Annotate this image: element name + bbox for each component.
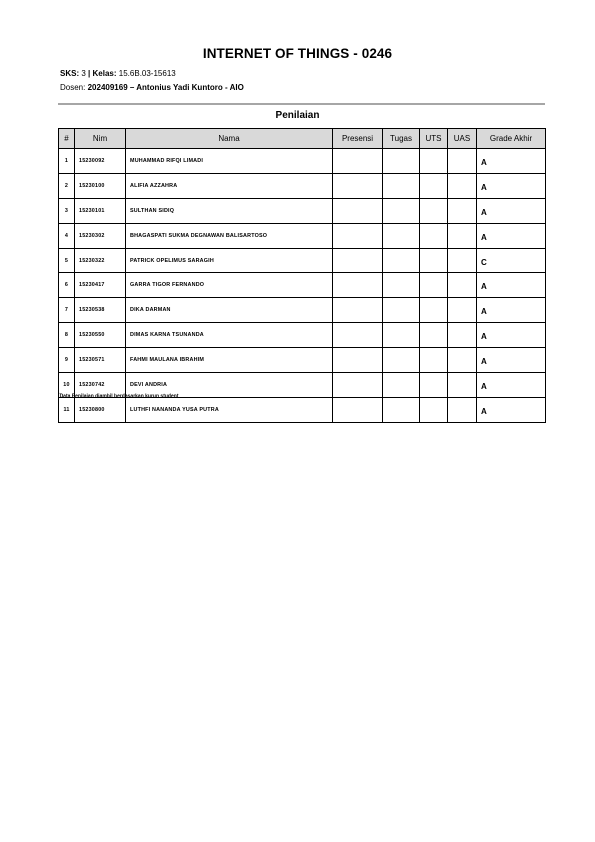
section-title: Penilaian: [275, 110, 320, 121]
cell-uas: [448, 397, 477, 422]
col-grade-akhir-header: Grade Akhir: [477, 129, 546, 149]
cell-presensi: [333, 223, 383, 248]
cell-nama: ALIFIA AZZAHRA: [126, 173, 333, 198]
cell-uts: [420, 223, 448, 248]
cell-grade: A: [477, 198, 546, 223]
table-row: [59, 173, 546, 198]
cell-uas: [448, 323, 477, 348]
sks-value: 3: [81, 69, 86, 78]
table-row: [59, 348, 546, 373]
cell-tugas: [383, 273, 420, 298]
cell-uts: [420, 298, 448, 323]
cell-tugas: [383, 248, 420, 273]
cell-grade: A: [477, 323, 546, 348]
cell-uas: [448, 298, 477, 323]
cell-presensi: [333, 273, 383, 298]
header-divider: [58, 103, 545, 105]
cell-grade: A: [477, 149, 546, 174]
cell-nama: BHAGASPATI SUKMA DEGNAWAN BALISARTOSO: [126, 223, 333, 248]
cell-uas: [448, 273, 477, 298]
cell-uts: [420, 323, 448, 348]
cell-nim: 15230322: [75, 248, 126, 273]
table-row: [59, 248, 546, 273]
cell-uts: [420, 348, 448, 373]
cell-presensi: [333, 149, 383, 174]
grades-table: [58, 128, 546, 423]
cell-grade: A: [477, 348, 546, 373]
kelas-label: Kelas:: [92, 69, 117, 78]
cell-no: 1: [59, 149, 75, 174]
cell-uts: [420, 248, 448, 273]
cell-nim: 15230302: [75, 223, 126, 248]
cell-presensi: [333, 348, 383, 373]
cell-nama: FAHMI MAULANA IBRAHIM: [126, 348, 333, 373]
footnote-marker: *: [58, 391, 60, 396]
cell-tugas: [383, 397, 420, 422]
cell-uts: [420, 397, 448, 422]
cell-grade: C: [477, 248, 546, 273]
cell-nim: 15230742: [75, 373, 126, 398]
cell-uts: [420, 198, 448, 223]
cell-uts: [420, 373, 448, 398]
dosen-label: Dosen:: [60, 83, 86, 92]
cell-uas: [448, 149, 477, 174]
cell-nama: DIKA DARMAN: [126, 298, 333, 323]
cell-nama: PATRICK OPELIMUS SARAGIH: [126, 248, 333, 273]
cell-no: 5: [59, 248, 75, 273]
table-row: [59, 298, 546, 323]
cell-no: 8: [59, 323, 75, 348]
cell-no: 3: [59, 198, 75, 223]
cell-nim: 15230550: [75, 323, 126, 348]
cell-grade: A: [477, 273, 546, 298]
table-body: [59, 149, 546, 423]
footnote: [58, 391, 178, 400]
table-row: [59, 149, 546, 174]
col-uts-header: UTS: [420, 129, 448, 149]
lecturer-info-line: [60, 83, 244, 92]
cell-nim: 15230571: [75, 348, 126, 373]
course-info-line: [60, 69, 176, 78]
col-number-header: #: [59, 129, 75, 149]
col-nim-header: Nim: [75, 129, 126, 149]
cell-nama: DEVI ANDRIA: [126, 373, 333, 398]
sks-label: SKS:: [60, 69, 80, 78]
cell-nama: MUHAMMAD RIFQI LIMADI: [126, 149, 333, 174]
cell-tugas: [383, 173, 420, 198]
cell-uts: [420, 173, 448, 198]
cell-nama: LUTHFI NANANDA YUSA PUTRA: [126, 397, 333, 422]
cell-nim: 15230100: [75, 173, 126, 198]
cell-uas: [448, 198, 477, 223]
cell-presensi: [333, 173, 383, 198]
cell-uts: [420, 273, 448, 298]
cell-nim: 15230800: [75, 397, 126, 422]
cell-uas: [448, 348, 477, 373]
cell-no: 9: [59, 348, 75, 373]
dosen-value: 202409169 – Antonius Yadi Kuntoro - AIO: [87, 83, 244, 92]
cell-presensi: [333, 323, 383, 348]
table-row: [59, 223, 546, 248]
cell-no: 2: [59, 173, 75, 198]
cell-grade: A: [477, 223, 546, 248]
col-nama-header: Nama: [126, 129, 333, 149]
cell-grade: A: [477, 173, 546, 198]
cell-no: 4: [59, 223, 75, 248]
cell-uts: [420, 149, 448, 174]
cell-uas: [448, 173, 477, 198]
cell-nim: 15230092: [75, 149, 126, 174]
cell-presensi: [333, 298, 383, 323]
cell-presensi: [333, 198, 383, 223]
cell-presensi: [333, 373, 383, 398]
cell-nim: 15230417: [75, 273, 126, 298]
cell-tugas: [383, 348, 420, 373]
table-row: [59, 323, 546, 348]
cell-nama: GARRA TIGOR FERNANDO: [126, 273, 333, 298]
col-tugas-header: Tugas: [383, 129, 420, 149]
cell-presensi: [333, 397, 383, 422]
cell-nim: 15230101: [75, 198, 126, 223]
cell-no: 7: [59, 298, 75, 323]
cell-nama: SULTHAN SIDIQ: [126, 198, 333, 223]
cell-grade: A: [477, 397, 546, 422]
cell-tugas: [383, 223, 420, 248]
document-title: INTERNET OF THINGS - 0246: [202, 46, 393, 61]
cell-tugas: [383, 373, 420, 398]
cell-no: 10: [59, 373, 75, 398]
footnote-text: Data Penilaian diambil berdasarkan kurun student: [59, 393, 179, 400]
cell-presensi: [333, 248, 383, 273]
separator: |: [88, 69, 91, 78]
cell-grade: A: [477, 298, 546, 323]
cell-uas: [448, 248, 477, 273]
table-header-row: [59, 129, 546, 149]
kelas-value: 15.6B.03-15613: [118, 69, 176, 78]
cell-grade: A: [477, 373, 546, 398]
col-uas-header: UAS: [448, 129, 477, 149]
cell-no: 11: [59, 397, 75, 422]
col-presensi-header: Presensi: [333, 129, 383, 149]
cell-no: 6: [59, 273, 75, 298]
cell-uas: [448, 223, 477, 248]
cell-tugas: [383, 198, 420, 223]
cell-nim: 15230538: [75, 298, 126, 323]
cell-nama: DIMAS KARNA TSUNANDA: [126, 323, 333, 348]
table-row: [59, 198, 546, 223]
table-row: [59, 273, 546, 298]
cell-tugas: [383, 298, 420, 323]
cell-uas: [448, 373, 477, 398]
cell-tugas: [383, 149, 420, 174]
table-row: [59, 397, 546, 422]
cell-tugas: [383, 323, 420, 348]
